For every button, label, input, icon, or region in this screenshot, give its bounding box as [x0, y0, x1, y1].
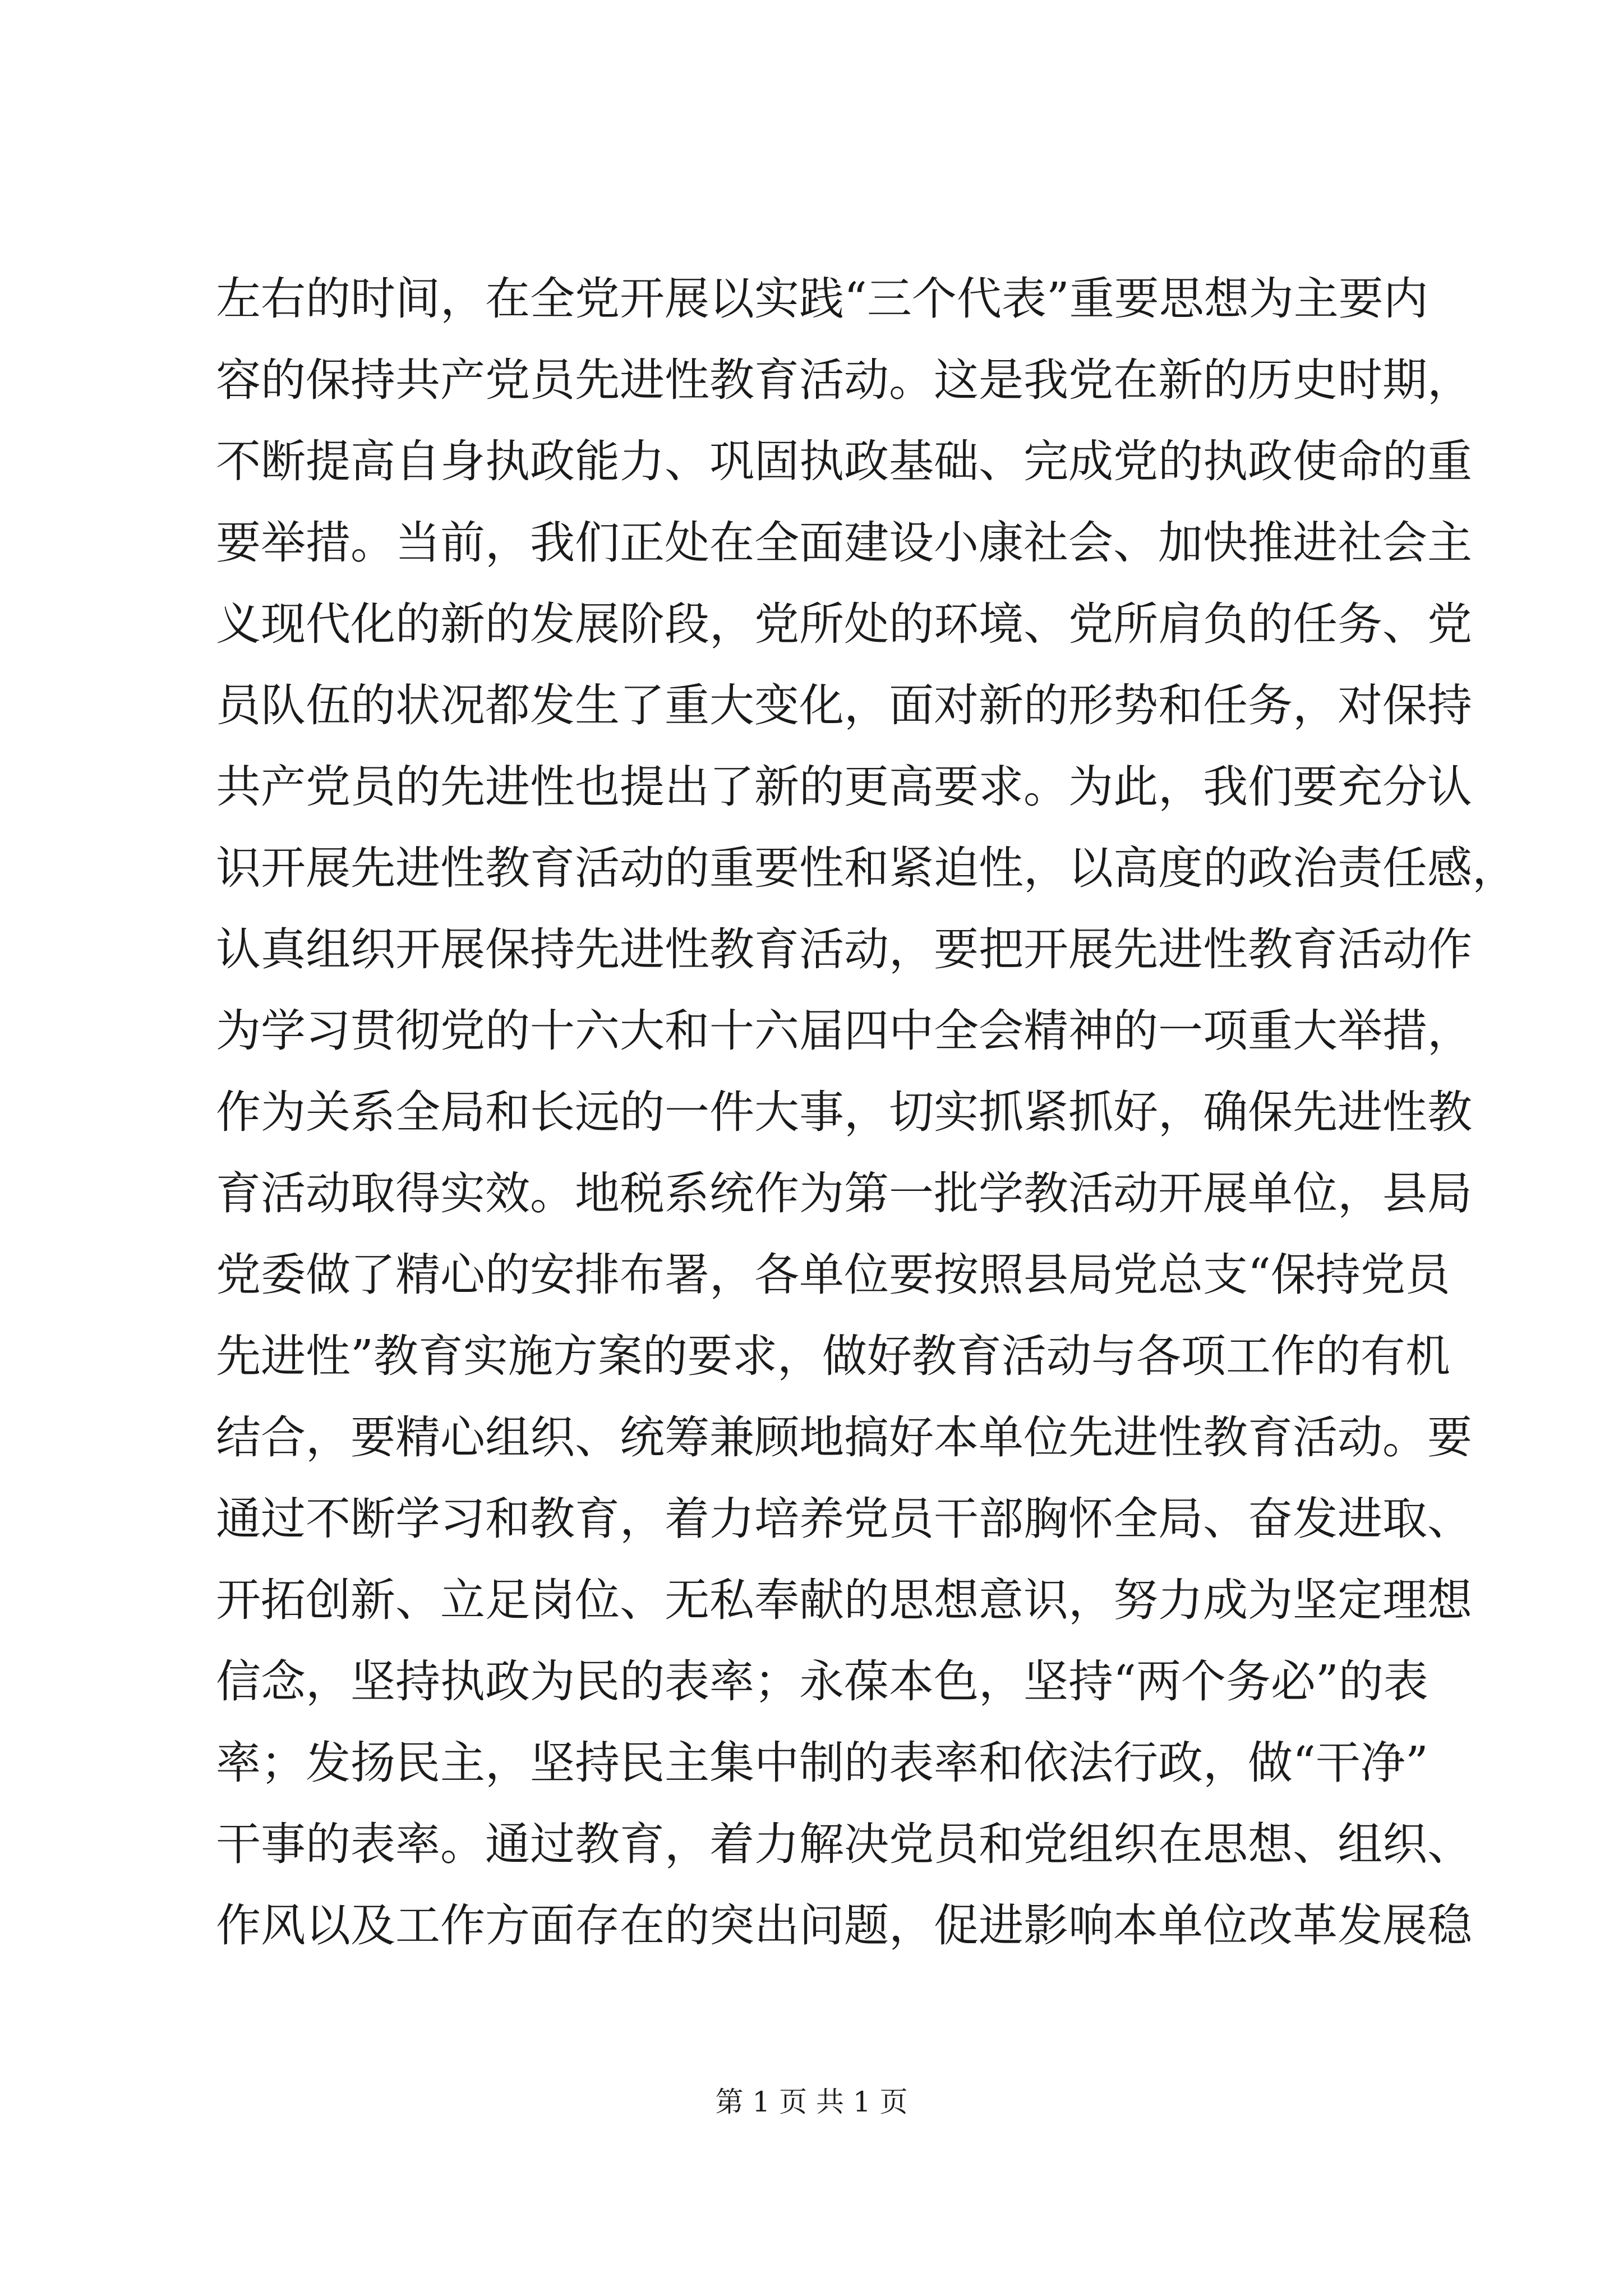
text-line: 容的保持共产党员先进性教育活动。这是我党在新的历史时期，	[216, 354, 1472, 406]
text-line: 作风以及工作方面存在的突出问题，促进影响本单位改革发展稳	[216, 1899, 1472, 1952]
text-line: 信念，坚持执政为民的表率；永葆本色，坚持“两个务必”的表	[216, 1655, 1428, 1708]
text-line: 义现代化的新的发展阶段，党所处的环境、党所肩负的任务、党	[216, 598, 1472, 650]
text-line: 左右的时间，在全党开展以实践“三个代表”重要思想为主要内	[216, 273, 1428, 325]
text-line: 开拓创新、立足岗位、无私奉献的思想意识，努力成为坚定理想	[216, 1574, 1472, 1626]
text-line: 结合，要精心组织、统筹兼顾地搞好本单位先进性教育活动。要	[216, 1411, 1472, 1464]
page-footer	[0, 2082, 1623, 2122]
text-line: 先进性”教育实施方案的要求，做好教育活动与各项工作的有机	[216, 1330, 1450, 1382]
page-number-label: 第 1 页 共 1 页	[715, 2086, 908, 2118]
text-line: 为学习贯彻党的十六大和十六届四中全会精神的一项重大举措，	[216, 1005, 1472, 1057]
text-line: 员队伍的状况都发生了重大变化，面对新的形势和任务，对保持	[216, 679, 1472, 731]
text-line: 通过不断学习和教育，着力培养党员干部胸怀全局、奋发进取、	[216, 1493, 1472, 1545]
text-line: 干事的表率。通过教育，着力解决党员和党组织在思想、组织、	[216, 1818, 1472, 1870]
text-line: 党委做了精心的安排布署，各单位要按照县局党总支“保持党员	[216, 1249, 1450, 1301]
text-line: 作为关系全局和长远的一件大事，切实抓紧抓好，确保先进性教	[216, 1086, 1472, 1138]
text-line: 要举措。当前，我们正处在全面建设小康社会、加快推进社会主	[216, 517, 1472, 569]
text-line: 育活动取得实效。地税系统作为第一批学教活动开展单位，县局	[216, 1167, 1472, 1220]
text-line: 共产党员的先进性也提出了新的更高要求。为此，我们要充分认	[216, 761, 1472, 813]
body-text	[216, 258, 1517, 1966]
text-line: 不断提高自身执政能力、巩固执政基础、完成党的执政使命的重	[216, 435, 1472, 487]
text-line: 认真组织开展保持先进性教育活动，要把开展先进性教育活动作	[216, 923, 1472, 976]
text-line: 识开展先进性教育活动的重要性和紧迫性，以高度的政治责任感，	[216, 842, 1517, 894]
text-line: 率；发扬民主，坚持民主集中制的表率和依法行政，做“干净”	[216, 1737, 1428, 1789]
